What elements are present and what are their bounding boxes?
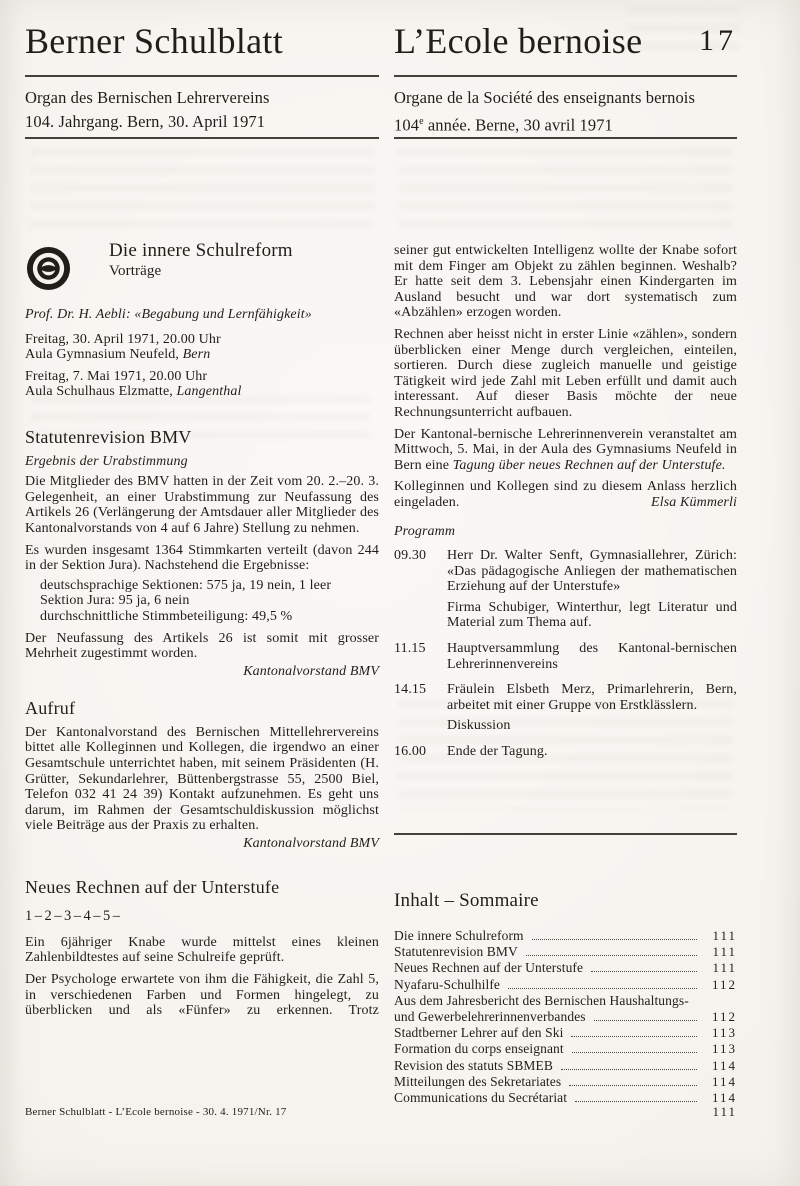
toc-dot-leader bbox=[561, 1069, 697, 1070]
programm-entry bbox=[447, 682, 737, 734]
section-title-rechnen: Neues Rechnen auf der Unterstufe bbox=[25, 876, 280, 897]
section-title-statutenrevision: Statutenrevision BMV bbox=[25, 426, 192, 447]
toc-label: Formation du corps enseignant bbox=[394, 1041, 564, 1057]
programm-subtext: Firma Schubiger, Winterthur, legt Literatur und Material zum Thema auf. bbox=[447, 599, 737, 631]
toc-entry bbox=[394, 1074, 737, 1090]
right-column bbox=[394, 243, 737, 760]
section-title-aufruf: Aufruf bbox=[25, 698, 76, 719]
rechnen-continuation-3 bbox=[394, 427, 737, 474]
rechnen-continuation-2: Rechnen aber heisst nicht in erster Linie «zählen», sondern überblicken einer Menge durch vergleichen, einteilen, sortieren. Durch diese zugleich manuelle und geistige Tätigkeit wird jede Zahl mit Leben erfüllt und damit auch interessant. Auf dieser Basis möchte der neue Rechnungsunterricht aufbauen. bbox=[394, 326, 737, 420]
section-title-schulreform: Die innere Schulreform bbox=[109, 240, 293, 261]
toc-dot-leader bbox=[594, 1020, 697, 1021]
toc-dot-leader bbox=[571, 1036, 697, 1037]
tagung-title-italic: Tagung über neues Rechnen auf der Unterstufe. bbox=[452, 457, 726, 473]
programm-item bbox=[394, 641, 737, 672]
imprint-rule-right bbox=[394, 137, 737, 139]
statuten-signature: Kantonalvorstand BMV bbox=[243, 663, 379, 679]
edition-line-german: 104. Jahrgang. Bern, 30. April 1971 bbox=[25, 112, 266, 131]
event-venue bbox=[25, 384, 379, 400]
toc-label: Nyafaru-Schulhilfe bbox=[394, 976, 501, 992]
toc-dot-leader bbox=[572, 1052, 697, 1053]
issue-number: 17 bbox=[699, 24, 737, 57]
edition-superscript: e bbox=[419, 116, 424, 127]
toc-entry bbox=[394, 1041, 737, 1057]
vote-result-line: deutschsprachige Sektionen: 575 ja, 19 nein, 1 leer bbox=[40, 577, 332, 593]
imprint-german bbox=[25, 86, 270, 134]
organ-line-french: Organe de la Société des enseignants bernois bbox=[394, 88, 696, 107]
rechnen-paragraph-1: Ein 6jähriger Knabe wurde mittelst eines kleinen Zahlenbildtestes auf seine Schulreife geprüft. bbox=[25, 934, 379, 966]
toc-label: und Gewerbelehrerinnenverbandes bbox=[394, 1009, 586, 1025]
toc-entry bbox=[394, 928, 737, 944]
venue-name: Aula Gymnasium Neufeld, bbox=[25, 347, 183, 363]
lecture-event bbox=[25, 332, 379, 363]
masthead-rule-left bbox=[25, 75, 379, 77]
programm-entry bbox=[447, 548, 737, 631]
toc-entry bbox=[394, 977, 737, 993]
toc-label: Stadtberner Lehrer auf den Ski bbox=[394, 1025, 564, 1041]
programm-time: 11.15 bbox=[394, 641, 426, 657]
toc-dot-leader bbox=[532, 939, 697, 940]
programm-text: Fräulein Elsbeth Merz, Primarlehrerin, Bern, arbeitet mit einer Gruppe von Erstklässlern. bbox=[447, 682, 737, 713]
toc-entry-wrapped-line: Aus dem Jahresbericht des Bernischen Haushaltungs- bbox=[394, 992, 689, 1008]
masthead-title-french: L’Ecole bernoise bbox=[394, 21, 643, 61]
toc-label: Revision des statuts SBMEB bbox=[394, 1057, 553, 1073]
event-venue bbox=[25, 347, 379, 363]
toc-separator-rule bbox=[394, 833, 737, 835]
toc-entry bbox=[394, 1025, 737, 1041]
scan-bleed-artifact bbox=[30, 148, 375, 236]
rechnen-continuation-1: seiner gut entwickelten Intelligenz wollte der Knabe sofort mit dem Finger am Objekt zu zählen beginnen. Weshalb? Er hatte seit dem 3. Lebensjahr einen Kindergarten im Ausland besucht und war dort systematisch zum «Abzählen» erzogen worden. bbox=[394, 243, 737, 321]
programm-heading: Programm bbox=[394, 523, 456, 539]
toc-dot-leader bbox=[508, 988, 697, 989]
lecture-speaker-line: Prof. Dr. H. Aebli: «Begabung und Lernfähigkeit» bbox=[25, 307, 312, 322]
toc-page-number: 111 bbox=[712, 960, 737, 976]
toc-page-number: 112 bbox=[711, 976, 737, 992]
imprint-french bbox=[394, 86, 695, 138]
statuten-paragraph-1: Die Mitglieder des BMV hatten in der Zeit vom 20. 2.–20. 3. Gelegenheit, an einer Urabstimmung zur Neufassung des Artikels 26 (Verlängerung der Amtsdauer aller Mitglieder des Kantonalvorstands von 4 auf 6 Jahre) Stellung zu nehmen. bbox=[25, 474, 379, 536]
schulreform-heading-block bbox=[109, 240, 293, 279]
section-schulreform bbox=[25, 240, 379, 292]
programm-item bbox=[394, 682, 737, 734]
programm-text: Herr Dr. Walter Senft, Gymnasiallehrer, Zürich: «Das pädagogische Anliegen der mathematischen Erziehung auf der Unterstufe» bbox=[447, 548, 737, 595]
toc-label: Statutenrevision BMV bbox=[394, 944, 518, 960]
venue-place: Langenthal bbox=[176, 384, 242, 400]
number-sequence: 1–2–3–4–5– bbox=[25, 908, 123, 925]
programm-item bbox=[394, 744, 737, 760]
programm-time: 16.00 bbox=[394, 744, 427, 760]
organ-line-german: Organ des Bernischen Lehrervereins bbox=[25, 88, 270, 107]
edition-line-french bbox=[394, 110, 695, 138]
toc-label: Neues Rechnen auf der Unterstufe bbox=[394, 960, 584, 976]
left-column bbox=[25, 240, 379, 1019]
programm-text: Ende der Tagung. bbox=[447, 744, 548, 760]
toc-dot-leader bbox=[526, 955, 697, 956]
statuten-subhead: Ergebnis der Urabstimmung bbox=[25, 453, 188, 469]
lecture-event bbox=[25, 369, 379, 400]
toc-entry bbox=[394, 1058, 737, 1074]
toc-label: Die innere Schulreform bbox=[394, 928, 524, 943]
masthead-rule-right bbox=[394, 75, 737, 77]
footer-journal-line: Berner Schulblatt - L’Ecole bernoise - 30. 4. 1971/Nr. 17 bbox=[25, 1106, 287, 1118]
vote-result-line: Sektion Jura: 95 ja, 6 nein bbox=[40, 593, 190, 609]
masthead-title-german: Berner Schulblatt bbox=[25, 21, 284, 61]
event-datetime: Freitag, 30. April 1971, 20.00 Uhr bbox=[25, 331, 221, 347]
programm-text: Hauptversammlung des Kantonal-bernischen Lehrerinnenvereins bbox=[447, 641, 737, 672]
event-datetime: Freitag, 7. Mai 1971, 20.00 Uhr bbox=[25, 368, 208, 384]
toc-page-number: 114 bbox=[711, 1073, 737, 1089]
programm-item bbox=[394, 548, 737, 631]
toc-dot-leader bbox=[575, 1101, 697, 1102]
venue-name: Aula Schulhaus Elzmatte, bbox=[25, 384, 177, 400]
toc-page-number: 112 bbox=[711, 1009, 737, 1025]
toc-page-number: 114 bbox=[711, 1090, 737, 1106]
toc-dot-leader bbox=[591, 971, 697, 972]
edition-rest: année. Berne, 30 avril 1971 bbox=[423, 115, 613, 135]
aufruf-paragraph: Der Kantonalvorstand des Bernischen Mittellehrervereins bittet alle Kolleginnen und Kollegen, die irgendwo an einer Gesamtschule unterrichtet haben, mit seinem Präsidenten (H. Grütter, Sekundarlehrer, Büttenbergstrasse 55, 2500 Biel, Telefon 032 41 24 39) Kontakt aufzunehmen. Es geht uns darum, im Rahmen der Gesamtschuldiskussion möglichst viele Beiträge aus der Praxis zu erhalten. bbox=[25, 724, 379, 834]
toc-entry bbox=[394, 960, 737, 976]
programm-time: 14.15 bbox=[394, 682, 427, 698]
programm-time: 09.30 bbox=[394, 548, 427, 564]
statuten-paragraph-2: Es wurden insgesamt 1364 Stimmkarten verteilt (davon 244 in der Sektion Jura). Nachstehend die Ergebnisse: bbox=[25, 542, 379, 574]
bmv-eye-logo-icon bbox=[25, 245, 72, 292]
toc-entry bbox=[394, 1090, 737, 1106]
aufruf-signature: Kantonalvorstand BMV bbox=[243, 836, 379, 852]
scan-bleed-artifact bbox=[398, 148, 733, 236]
toc-page-number: 113 bbox=[711, 1025, 737, 1041]
continuation-text: Der Kantonal-bernische Lehrerinnenverein veranstaltet am Mittwoch, 5. Mai, in der Aula des Gymnasiums Neufeld in Bern eine bbox=[394, 426, 737, 473]
toc-page-number: 113 bbox=[711, 1041, 737, 1057]
toc-page-number: 111 bbox=[712, 944, 737, 960]
toc-dot-leader bbox=[569, 1085, 697, 1086]
toc-entry bbox=[394, 1009, 737, 1025]
venue-place: Bern bbox=[182, 347, 211, 363]
schulreform-subtitle: Vorträge bbox=[109, 262, 162, 279]
programm-subtext: Diskussion bbox=[447, 718, 511, 734]
imprint-rule-left bbox=[25, 137, 379, 139]
invitation-paragraph: Kolleginnen und Kollegen sind zu diesem Anlass herzlich eingeladen. bbox=[394, 479, 737, 510]
toc-entry bbox=[394, 944, 737, 960]
vote-results-list bbox=[25, 578, 379, 625]
vote-result-line: durchschnittliche Stimmbeteiligung: 49,5 % bbox=[40, 608, 293, 624]
toc-label: Mitteilungen des Sekretariates bbox=[394, 1073, 562, 1089]
statuten-paragraph-3: Der Neufassung des Artikels 26 ist somit mit grosser Mehrheit zugestimmt worden. bbox=[25, 630, 379, 662]
toc-title: Inhalt – Sommaire bbox=[394, 890, 539, 911]
table-of-contents bbox=[394, 890, 737, 1106]
rechnen-paragraph-2: Der Psychologe erwartete von ihm die Fähigkeit, die Zahl 5, in verschiedenen Farben und Formen hingelegt, zu überblicken und als «Fünfer» zu erkennen. Trotz bbox=[25, 972, 379, 1019]
invitation-signature: Elsa Kümmerli bbox=[651, 494, 737, 510]
toc-label: Communications du Secrétariat bbox=[394, 1090, 568, 1106]
footer-page-number: 111 bbox=[712, 1104, 737, 1119]
toc-page-number: 111 bbox=[712, 928, 737, 943]
edition-volume: 104 bbox=[394, 115, 420, 135]
toc-page-number: 114 bbox=[711, 1057, 737, 1073]
